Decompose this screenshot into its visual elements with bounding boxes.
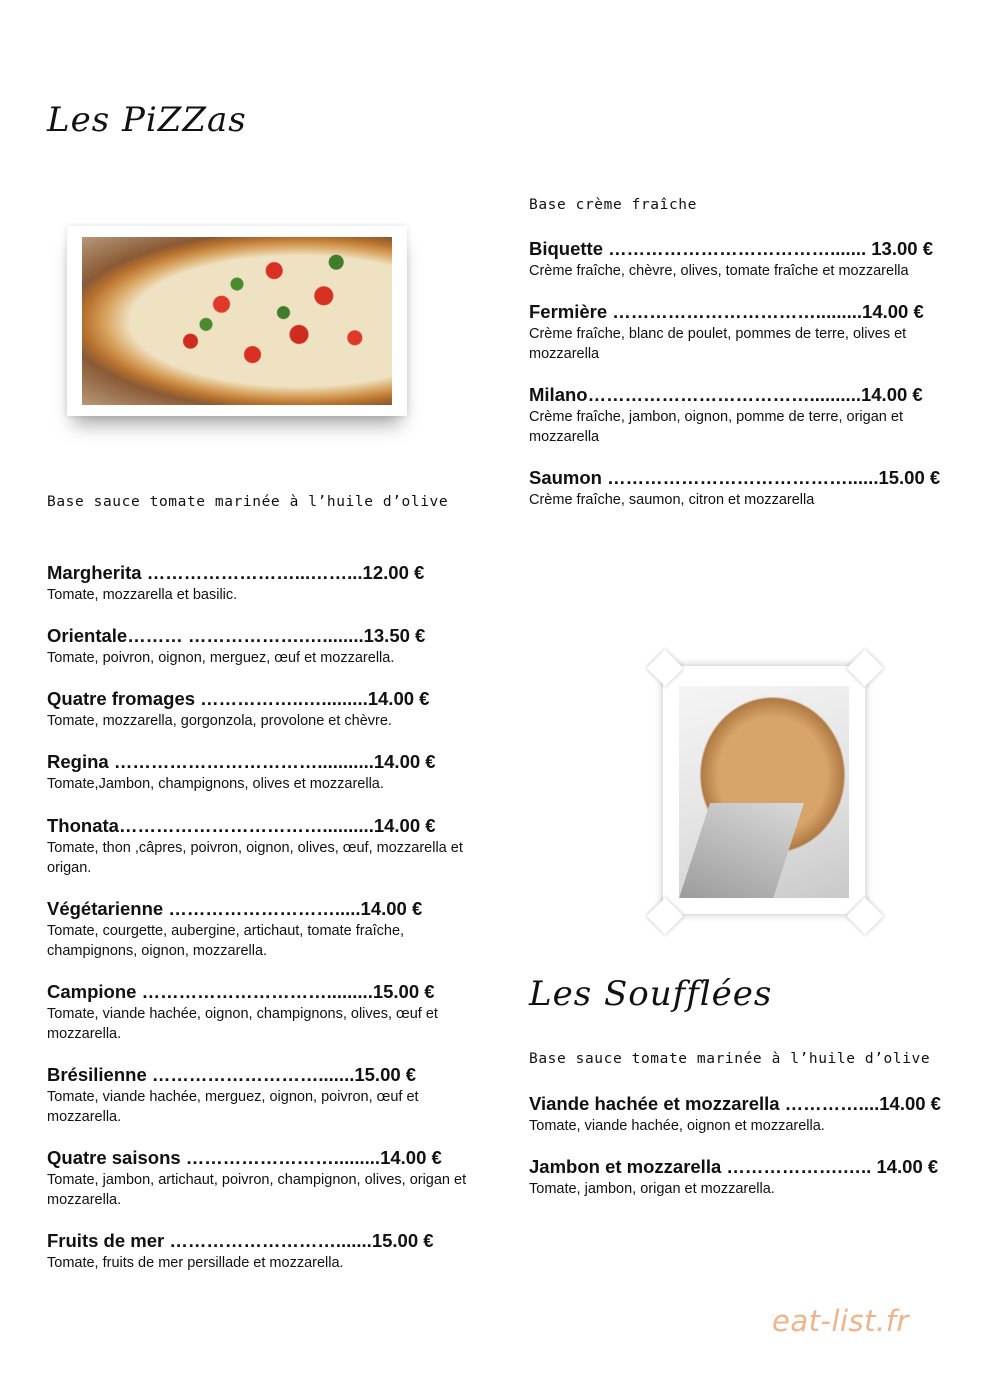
menu-item-description: Tomate, viande hachée, oignon et mozzarella. bbox=[529, 1118, 825, 1134]
menu-item-name-price: Regina ……………………………...........14.00 € bbox=[47, 751, 436, 772]
menu-item-description: Tomate, mozzarella et basilic. bbox=[47, 587, 238, 603]
menu-item bbox=[47, 815, 483, 878]
menu-item-name-price: Campione ………………………….........15.00 € bbox=[47, 981, 435, 1002]
calzone-peel bbox=[679, 803, 803, 898]
menu-item bbox=[47, 1230, 483, 1273]
tomato-base-label: Base sauce tomate marinée à l’huile d’olive bbox=[47, 494, 449, 510]
pizza-photo-frame bbox=[67, 226, 407, 416]
menu-item-name-price: Saumon …………………………………......15.00 € bbox=[529, 467, 941, 488]
menu-item-description: Tomate, viande hachée, oignon, champignons, olives, œuf et mozzarella. bbox=[47, 1006, 438, 1042]
menu-item-name-price: Milano………………………………..........14.00 € bbox=[529, 384, 923, 405]
menu-item bbox=[529, 1156, 969, 1199]
menu-item bbox=[47, 625, 483, 668]
menu-item-description: Tomate,Jambon, champignons, olives et mozzarella. bbox=[47, 776, 384, 792]
menu-item-name-price: Fermière …………………………….........14.00 € bbox=[529, 301, 924, 322]
menu-item-name-price: Thonata……………………………..........14.00 € bbox=[47, 815, 436, 836]
pizzas-title: Les PiZZas bbox=[47, 100, 247, 140]
menu-item-name-price: Végétarienne ……………………….....14.00 € bbox=[47, 898, 423, 919]
menu-item-description: Crème fraîche, saumon, citron et mozzarella bbox=[529, 492, 815, 508]
menu-item-description: Tomate, jambon, origan et mozzarella. bbox=[529, 1181, 775, 1197]
menu-item-name-price: Fruits de mer ……………………….......15.00 € bbox=[47, 1230, 434, 1251]
menu-item bbox=[529, 301, 969, 364]
watermark: eat-list.fr bbox=[772, 1304, 909, 1338]
menu-item-description: Crème fraîche, blanc de poulet, pommes de terre, olives et mozzarella bbox=[529, 326, 907, 362]
menu-item-name-price: Quatre saisons …………………….........14.00 € bbox=[47, 1147, 442, 1168]
menu-item-description: Tomate, thon ,câpres, poivron, oignon, olives, œuf, mozzarella et origan. bbox=[47, 840, 463, 876]
menu-item bbox=[47, 751, 483, 794]
menu-item bbox=[47, 1064, 483, 1127]
menu-item bbox=[529, 1093, 969, 1136]
menu-item-description: Tomate, fruits de mer persillade et mozzarella. bbox=[47, 1255, 344, 1271]
souffles-title: Les Soufflées bbox=[529, 974, 773, 1014]
menu-item-name-price: Margherita ……………………...……...12.00 € bbox=[47, 562, 425, 583]
menu-item-description: Tomate, viande hachée, merguez, oignon, poivron, œuf et mozzarella. bbox=[47, 1089, 419, 1125]
menu-item-description: Tomate, poivron, oignon, merguez, œuf et mozzarella. bbox=[47, 650, 395, 666]
pizza-photo bbox=[82, 237, 392, 405]
menu-item-description: Crème fraîche, chèvre, olives, tomate fraîche et mozzarella bbox=[529, 263, 909, 279]
menu-item-name-price: Quatre fromages ……………..….........14.00 € bbox=[47, 688, 430, 709]
menu-item-name-price: Brésilienne ……………………….......15.00 € bbox=[47, 1064, 417, 1085]
menu-item bbox=[529, 238, 969, 281]
menu-item bbox=[47, 688, 483, 731]
menu-item-name-price: Biquette ………………………………....... 13.00 € bbox=[529, 238, 933, 259]
menu-item bbox=[529, 384, 969, 447]
menu-item bbox=[47, 898, 483, 961]
menu-item bbox=[47, 1147, 483, 1210]
menu-item-description: Tomate, mozzarella, gorgonzola, provolone et chèvre. bbox=[47, 713, 392, 729]
menu-item-name-price: Orientale……… ……………….…........13.50 € bbox=[47, 625, 426, 646]
cream-base-label: Base crème fraîche bbox=[529, 197, 697, 213]
menu-item bbox=[47, 562, 483, 605]
menu-item-name-price: Jambon et mozzarella ……………….….. 14.00 € bbox=[529, 1156, 939, 1177]
menu-item bbox=[529, 467, 969, 510]
souffles-base-label: Base sauce tomate marinée à l’huile d’olive bbox=[529, 1051, 931, 1067]
calzone-photo bbox=[679, 686, 849, 898]
calzone-photo-frame bbox=[663, 666, 865, 914]
menu-item-name-price: Viande hachée et mozzarella …………....14.00 € bbox=[529, 1093, 941, 1114]
menu-item-description: Crème fraîche, jambon, oignon, pomme de terre, origan et mozzarella bbox=[529, 409, 903, 445]
menu-item-description: Tomate, courgette, aubergine, artichaut, tomate fraîche, champignons, oignon, mozzarella. bbox=[47, 923, 405, 959]
menu-item-description: Tomate, jambon, artichaut, poivron, champignon, olives, origan et mozzarella. bbox=[47, 1172, 467, 1208]
menu-item bbox=[47, 981, 483, 1044]
